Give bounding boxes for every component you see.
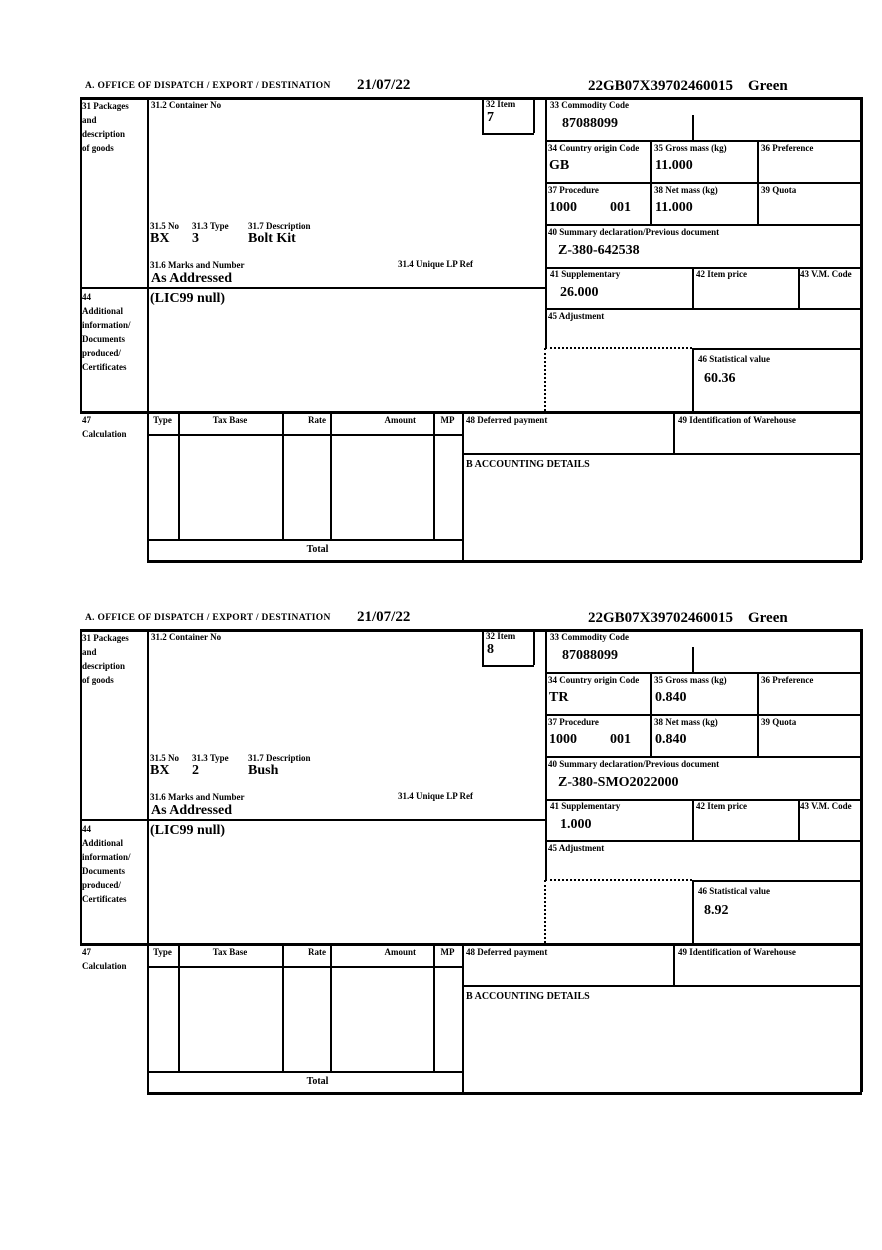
box44-label: Additional bbox=[82, 306, 124, 316]
grid-line bbox=[545, 840, 862, 842]
calc-header-rate: Rate bbox=[308, 947, 326, 957]
box47-label: 47 bbox=[82, 947, 91, 957]
box-a-title: A. OFFICE OF DISPATCH / EXPORT / DESTINATION bbox=[85, 613, 331, 623]
procedure-label: 37 Procedure bbox=[548, 185, 599, 195]
supplementary-value: 1.000 bbox=[560, 817, 592, 832]
grid-line bbox=[545, 140, 862, 142]
supplementary-value: 26.000 bbox=[560, 285, 599, 300]
box44-label: information/ bbox=[82, 320, 131, 330]
item-box-right-border bbox=[533, 629, 535, 665]
packages-type-value: 3 bbox=[192, 231, 199, 246]
calc-header-tax-base: Tax Base bbox=[212, 415, 248, 425]
outer-bottom-border bbox=[147, 560, 862, 563]
country-origin-value: GB bbox=[549, 158, 570, 173]
goods-description-value: Bolt Kit bbox=[248, 231, 296, 246]
box44-label: Documents bbox=[82, 866, 125, 876]
grid-line bbox=[692, 799, 694, 840]
outer-right-border bbox=[860, 97, 863, 560]
packages-no-value: BX bbox=[150, 231, 170, 246]
accounting-details-label: B ACCOUNTING DETAILS bbox=[466, 991, 590, 1002]
country-origin-value: TR bbox=[549, 690, 569, 705]
procedure-extra-value: 001 bbox=[610, 732, 631, 747]
previous-document-label: 40 Summary declaration/Previous document bbox=[548, 759, 720, 769]
grid-line bbox=[545, 182, 862, 184]
movement-reference-number: 22GB07X39702460015 bbox=[588, 78, 734, 94]
outer-bottom-border bbox=[147, 1092, 862, 1095]
calc-table-right-border bbox=[462, 411, 464, 560]
unique-lp-ref-label: 31.4 Unique LP Ref bbox=[398, 259, 474, 269]
box44-label: produced/ bbox=[82, 348, 121, 358]
grid-line bbox=[545, 756, 862, 758]
box47-label: Calculation bbox=[82, 429, 127, 439]
item-box-bottom-border bbox=[482, 133, 534, 135]
procedure-value: 1000 bbox=[549, 732, 577, 747]
calculation-rows bbox=[147, 435, 462, 539]
packages-type-label: 31.3 Type bbox=[192, 221, 229, 231]
dispatch-date: 21/07/22 bbox=[357, 77, 411, 93]
accounting-details-label: B ACCOUNTING DETAILS bbox=[466, 459, 590, 470]
marks-label: 31.6 Marks and Number bbox=[150, 792, 245, 802]
gross-mass-label: 35 Gross mass (kg) bbox=[654, 675, 727, 685]
box31-label: description bbox=[82, 661, 126, 671]
country-origin-label: 34 Country origin Code bbox=[548, 675, 640, 685]
gross-mass-label: 35 Gross mass (kg) bbox=[654, 143, 727, 153]
statistical-value: 8.92 bbox=[704, 903, 729, 918]
box44-label: produced/ bbox=[82, 880, 121, 890]
total-label: Total bbox=[306, 544, 329, 555]
statistical-value: 60.36 bbox=[704, 371, 736, 386]
deferred-payment-label: 48 Deferred payment bbox=[466, 415, 548, 425]
declaration-item-block-8 bbox=[0, 607, 882, 1107]
grid-line bbox=[757, 672, 759, 756]
procedure-extra-value: 001 bbox=[610, 200, 631, 215]
box31-label: and bbox=[82, 115, 97, 125]
calc-header-mp: MP bbox=[440, 415, 455, 425]
dispatch-date: 21/07/22 bbox=[357, 609, 411, 625]
box31-label: of goods bbox=[82, 143, 114, 153]
adjustment-label: 45 Adjustment bbox=[548, 843, 605, 853]
unique-lp-ref-label: 31.4 Unique LP Ref bbox=[398, 791, 474, 801]
quota-label: 39 Quota bbox=[761, 717, 797, 727]
accounting-top-border bbox=[462, 985, 862, 987]
right-section-divider bbox=[545, 97, 547, 348]
grid-line bbox=[692, 267, 694, 308]
box31-label: 31 Packages bbox=[82, 101, 129, 111]
packages-type-label: 31.3 Type bbox=[192, 753, 229, 763]
commodity-code-separator bbox=[692, 115, 694, 140]
box48-49-divider bbox=[673, 411, 675, 453]
container-no-label: 31.2 Container No bbox=[151, 100, 222, 110]
box31-label: and bbox=[82, 647, 97, 657]
box48-49-divider bbox=[673, 943, 675, 985]
preference-label: 36 Preference bbox=[761, 675, 814, 685]
statistical-value-label: 46 Statistical value bbox=[698, 354, 770, 364]
box46-top-border bbox=[692, 348, 862, 350]
item-number-value: 7 bbox=[487, 110, 494, 125]
supplementary-label: 41 Supplementary bbox=[550, 269, 621, 279]
box-a-title: A. OFFICE OF DISPATCH / EXPORT / DESTINATION bbox=[85, 81, 331, 91]
supplementary-label: 41 Supplementary bbox=[550, 801, 621, 811]
right-section-divider bbox=[545, 629, 547, 880]
box46-top-border bbox=[692, 880, 862, 882]
item-box-right-border bbox=[533, 97, 535, 133]
total-label: Total bbox=[306, 1076, 329, 1087]
box31-label: of goods bbox=[82, 675, 114, 685]
item-label: 32 Item bbox=[486, 99, 516, 109]
box31-label: 31 Packages bbox=[82, 633, 129, 643]
item-label: 32 Item bbox=[486, 631, 516, 641]
total-row-top-border bbox=[147, 1071, 462, 1073]
box44-label: 44 bbox=[82, 292, 91, 302]
grid-line bbox=[545, 714, 862, 716]
description-label: 31.7 Description bbox=[248, 753, 311, 763]
previous-document-value: Z-380-642538 bbox=[558, 243, 640, 258]
outer-right-border bbox=[860, 629, 863, 1092]
vm-code-label: 43 V.M. Code bbox=[800, 269, 852, 279]
movement-reference-number: 22GB07X39702460015 bbox=[588, 610, 734, 626]
packages-no-label: 31.5 No bbox=[150, 221, 179, 231]
accounting-top-border bbox=[462, 453, 862, 455]
item-box-left-border bbox=[482, 97, 484, 133]
box44-label: Certificates bbox=[82, 362, 127, 372]
description-label: 31.7 Description bbox=[248, 221, 311, 231]
calc-header-rate: Rate bbox=[308, 415, 326, 425]
previous-document-value: Z-380-SMO2022000 bbox=[558, 775, 679, 790]
packages-no-value: BX bbox=[150, 763, 170, 778]
procedure-label: 37 Procedure bbox=[548, 717, 599, 727]
goods-description-value: Bush bbox=[248, 763, 279, 778]
calc-header-type: Type bbox=[153, 415, 172, 425]
marks-value: As Addressed bbox=[151, 271, 233, 286]
net-mass-label: 38 Net mass (kg) bbox=[654, 717, 718, 727]
box47-label: 47 bbox=[82, 415, 91, 425]
calc-table-right-border bbox=[462, 943, 464, 1092]
grid-line bbox=[650, 672, 652, 756]
net-mass-label: 38 Net mass (kg) bbox=[654, 185, 718, 195]
dotted-divider-horizontal bbox=[545, 347, 692, 349]
box44-top-border bbox=[80, 819, 546, 821]
routing-status: Green bbox=[748, 610, 788, 626]
quota-label: 39 Quota bbox=[761, 185, 797, 195]
packages-type-value: 2 bbox=[192, 763, 199, 778]
calc-header-type: Type bbox=[153, 947, 172, 957]
warehouse-id-label: 49 Identification of Warehouse bbox=[678, 947, 796, 957]
box44-label: Certificates bbox=[82, 894, 127, 904]
dotted-divider-vertical bbox=[544, 348, 546, 411]
box44-label: Documents bbox=[82, 334, 125, 344]
item-box-bottom-border bbox=[482, 665, 534, 667]
commodity-code-label: 33 Commodity Code bbox=[550, 100, 629, 110]
calc-header-amount: Amount bbox=[384, 947, 416, 957]
net-mass-value: 0.840 bbox=[655, 732, 687, 747]
box44-top-border bbox=[80, 287, 546, 289]
vm-code-label: 43 V.M. Code bbox=[800, 801, 852, 811]
grid-line bbox=[545, 224, 862, 226]
additional-information-value: (LIC99 null) bbox=[150, 823, 226, 838]
commodity-code-label: 33 Commodity Code bbox=[550, 632, 629, 642]
previous-document-label: 40 Summary declaration/Previous document bbox=[548, 227, 720, 237]
box47-label: Calculation bbox=[82, 961, 127, 971]
calc-header-mp: MP bbox=[440, 947, 455, 957]
calc-header-tax-base: Tax Base bbox=[212, 947, 248, 957]
dotted-divider-vertical bbox=[544, 880, 546, 943]
preference-label: 36 Preference bbox=[761, 143, 814, 153]
gross-mass-value: 11.000 bbox=[655, 158, 693, 173]
grid-line bbox=[757, 140, 759, 224]
calculation-top-border bbox=[80, 411, 862, 414]
box46-left-border bbox=[692, 880, 694, 943]
box31-label: description bbox=[82, 129, 126, 139]
commodity-code-value: 87088099 bbox=[562, 116, 618, 131]
net-mass-value: 11.000 bbox=[655, 200, 693, 215]
item-price-label: 42 Item price bbox=[696, 269, 747, 279]
adjustment-label: 45 Adjustment bbox=[548, 311, 605, 321]
marks-value: As Addressed bbox=[151, 803, 233, 818]
box44-label: information/ bbox=[82, 852, 131, 862]
gross-mass-value: 0.840 bbox=[655, 690, 687, 705]
packages-no-label: 31.5 No bbox=[150, 753, 179, 763]
grid-line bbox=[650, 140, 652, 224]
grid-line bbox=[545, 672, 862, 674]
additional-information-value: (LIC99 null) bbox=[150, 291, 226, 306]
item-number-value: 8 bbox=[487, 642, 494, 657]
grid-line bbox=[545, 308, 862, 310]
marks-label: 31.6 Marks and Number bbox=[150, 260, 245, 270]
item-price-label: 42 Item price bbox=[696, 801, 747, 811]
box44-label: Additional bbox=[82, 838, 124, 848]
deferred-payment-label: 48 Deferred payment bbox=[466, 947, 548, 957]
routing-status: Green bbox=[748, 78, 788, 94]
commodity-code-value: 87088099 bbox=[562, 648, 618, 663]
item-box-left-border bbox=[482, 629, 484, 665]
calculation-top-border bbox=[80, 943, 862, 946]
box44-label: 44 bbox=[82, 824, 91, 834]
procedure-value: 1000 bbox=[549, 200, 577, 215]
statistical-value-label: 46 Statistical value bbox=[698, 886, 770, 896]
total-row-top-border bbox=[147, 539, 462, 541]
commodity-code-separator bbox=[692, 647, 694, 672]
warehouse-id-label: 49 Identification of Warehouse bbox=[678, 415, 796, 425]
container-no-label: 31.2 Container No bbox=[151, 632, 222, 642]
calc-header-amount: Amount bbox=[384, 415, 416, 425]
calculation-rows bbox=[147, 967, 462, 1071]
dotted-divider-horizontal bbox=[545, 879, 692, 881]
declaration-item-block-7 bbox=[0, 75, 882, 575]
country-origin-label: 34 Country origin Code bbox=[548, 143, 640, 153]
box46-left-border bbox=[692, 348, 694, 411]
